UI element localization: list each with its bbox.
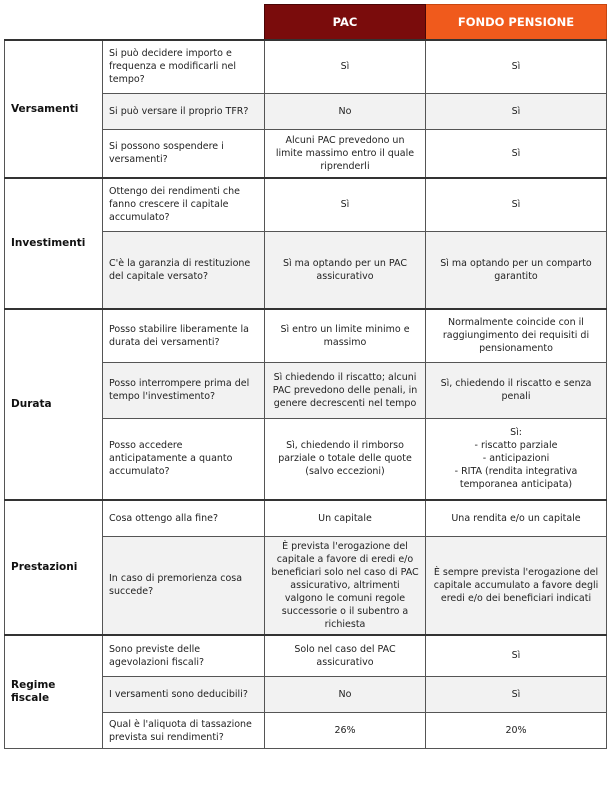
pac-answer-cell: No [265, 93, 426, 129]
table-row [5, 500, 607, 536]
fondo-answer-cell: 20% [426, 713, 607, 749]
pac-answer-cell: Alcuni PAC prevedono un limite massimo entro il quale riprenderli [265, 129, 426, 178]
fondo-answer-cell: Sì, chiedendo il riscatto e senza penali [426, 362, 607, 418]
table-row [5, 635, 607, 677]
pac-answer-cell: Sì entro un limite minimo e massimo [265, 309, 426, 362]
header-fondo-pensione: FONDO PENSIONE [426, 5, 607, 41]
fondo-answer-cell: Sì ma optando per un comparto garantito [426, 231, 607, 309]
question-cell: In caso di premorienza cosa succede? [103, 536, 265, 635]
fondo-answer-cell: Sì [426, 178, 607, 231]
question-cell: I versamenti sono deducibili? [103, 677, 265, 713]
fondo-answer-cell: Sì [426, 677, 607, 713]
fondo-answer-cell: Una rendita e/o un capitale [426, 500, 607, 536]
pac-answer-cell: È prevista l'erogazione del capitale a favore di eredi e/o beneficiari solo nel caso di PAC assicurativo, altrimenti valgono le comuni regole successorie o il subentro a richiesta [265, 536, 426, 635]
fondo-answer-cell: Sì [426, 40, 607, 93]
header-row [5, 5, 607, 41]
pac-answer-cell: Sì, chiedendo il rimborso parziale o totale delle quote (salvo eccezioni) [265, 418, 426, 500]
table-row [5, 178, 607, 231]
pac-answer-cell: Sì [265, 40, 426, 93]
table-row [5, 309, 607, 362]
question-cell: Ottengo dei rendimenti che fanno crescere il capitale accumulato? [103, 178, 265, 231]
question-cell: C'è la garanzia di restituzione del capitale versato? [103, 231, 265, 309]
question-cell: Posso accedere anticipatamente a quanto accumulato? [103, 418, 265, 500]
category-label: Versamenti [5, 40, 103, 178]
question-cell: Qual è l'aliquota di tassazione prevista sui rendimenti? [103, 713, 265, 749]
question-cell: Si può versare il proprio TFR? [103, 93, 265, 129]
pac-answer-cell: Sì ma optando per un PAC assicurativo [265, 231, 426, 309]
comparison-table [4, 4, 607, 749]
header-pac: PAC [265, 5, 426, 41]
fondo-answer-cell: Sì [426, 129, 607, 178]
table-body [5, 40, 607, 749]
question-cell: Sono previste delle agevolazioni fiscali? [103, 635, 265, 677]
table-row [5, 40, 607, 93]
pac-answer-cell: No [265, 677, 426, 713]
pac-answer-cell: 26% [265, 713, 426, 749]
fondo-answer-cell: Normalmente coincide con il raggiungimento dei requisiti di pensionamento [426, 309, 607, 362]
fondo-answer-cell: Sì: - riscatto parziale - anticipazioni - RITA (rendita integrativa temporanea anticipata) [426, 418, 607, 500]
question-cell: Si può decidere importo e frequenza e modificarli nel tempo? [103, 40, 265, 93]
fondo-answer-cell: Sì [426, 635, 607, 677]
question-cell: Posso stabilire liberamente la durata dei versamenti? [103, 309, 265, 362]
question-cell: Si possono sospendere i versamenti? [103, 129, 265, 178]
pac-answer-cell: Un capitale [265, 500, 426, 536]
question-cell: Posso interrompere prima del tempo l'investimento? [103, 362, 265, 418]
category-label: Investimenti [5, 178, 103, 309]
pac-answer-cell: Sì [265, 178, 426, 231]
category-label: Regime fiscale [5, 635, 103, 749]
fondo-answer-cell: Sì [426, 93, 607, 129]
category-label: Prestazioni [5, 500, 103, 635]
question-cell: Cosa ottengo alla fine? [103, 500, 265, 536]
pac-answer-cell: Solo nel caso del PAC assicurativo [265, 635, 426, 677]
header-spacer [5, 5, 265, 41]
pac-answer-cell: Sì chiedendo il riscatto; alcuni PAC prevedono delle penali, in genere decrescenti nel tempo [265, 362, 426, 418]
category-label: Durata [5, 309, 103, 500]
fondo-answer-cell: È sempre prevista l'erogazione del capitale accumulato a favore degli eredi e/o dei beneficiari indicati [426, 536, 607, 635]
